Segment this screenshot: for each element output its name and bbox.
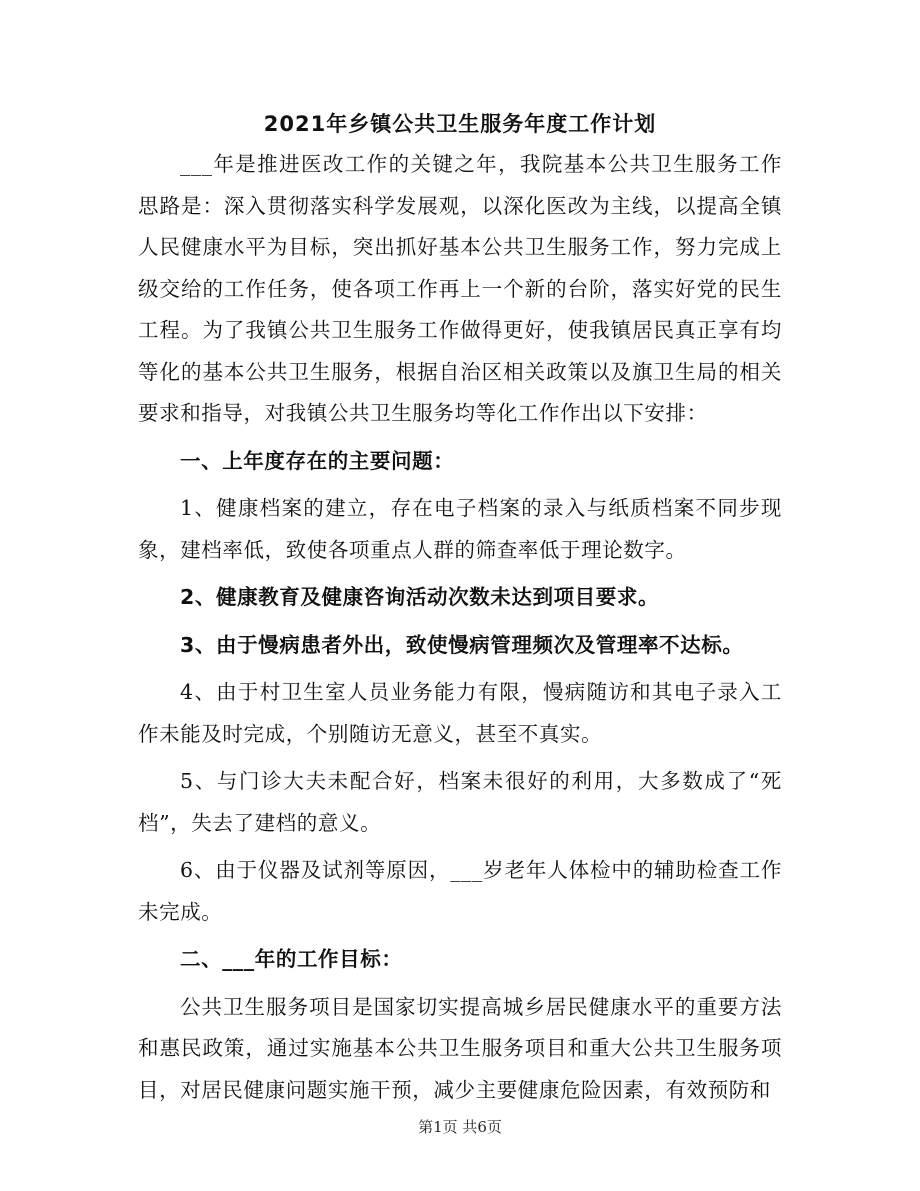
goal-paragraph: 公共卫生服务项目是国家切实提高城乡居民健康水平的重要方法和惠民政策，通过实施基本公共卫生服务项目和重大公共卫生服务项目，对居民健康问题实施干预，减少主要健康危险因素，有效预防和 (138, 994, 782, 1102)
page-number: 第1页 共6页 (418, 1118, 502, 1136)
problem-item-2: 2、健康教育及健康咨询活动次数未达到项目要求。 (180, 585, 660, 609)
document-body (138, 144, 782, 1117)
section-heading-2: 二、___年的工作目标： (180, 947, 403, 971)
intro-paragraph: ___年是推进医改工作的关键之年，我院基本公共卫生服务工作思路是：深入贯彻落实科学发展观，以深化医改为主线，以提高全镇人民健康水平为目标，突出抓好基本公共卫生服务工作，努力完成上级交给的工作任务，使各项工作再上一个新的台阶，落实好党的民生工程。为了我镇公共卫生服务工作做得更好，使我镇居民真正享有均等化的基本公共卫生服务，根据自治区相关政策以及旗卫生局的相关要求和指导，对我镇公共卫生服务均等化工作作出以下安排： (138, 152, 782, 425)
problem-item-5: 5、与门诊大夫未配合好，档案未很好的利用，大多数成了“死档”，失去了建档的意义。 (138, 769, 782, 835)
problem-item-3: 3、由于慢病患者外出，致使慢病管理频次及管理率不达标。 (180, 632, 744, 657)
problem-item-1: 1、健康档案的建立，存在电子档案的录入与纸质档案不同步现象，建档率低，致使各项重点人群的筛查率低于理论数字。 (138, 496, 782, 562)
problem-item-6: 6、由于仪器及试剂等原因，___岁老年人体检中的辅助检查工作未完成。 (138, 858, 782, 924)
problem-item-4: 4、由于村卫生室人员业务能力有限，慢病随访和其电子录入工作未能及时完成，个别随访无意义，甚至不真实。 (138, 680, 782, 746)
document-title: 2021年乡镇公共卫生服务年度工作计划 (263, 112, 657, 136)
section-heading-1: 一、上年度存在的主要问题： (180, 448, 455, 473)
